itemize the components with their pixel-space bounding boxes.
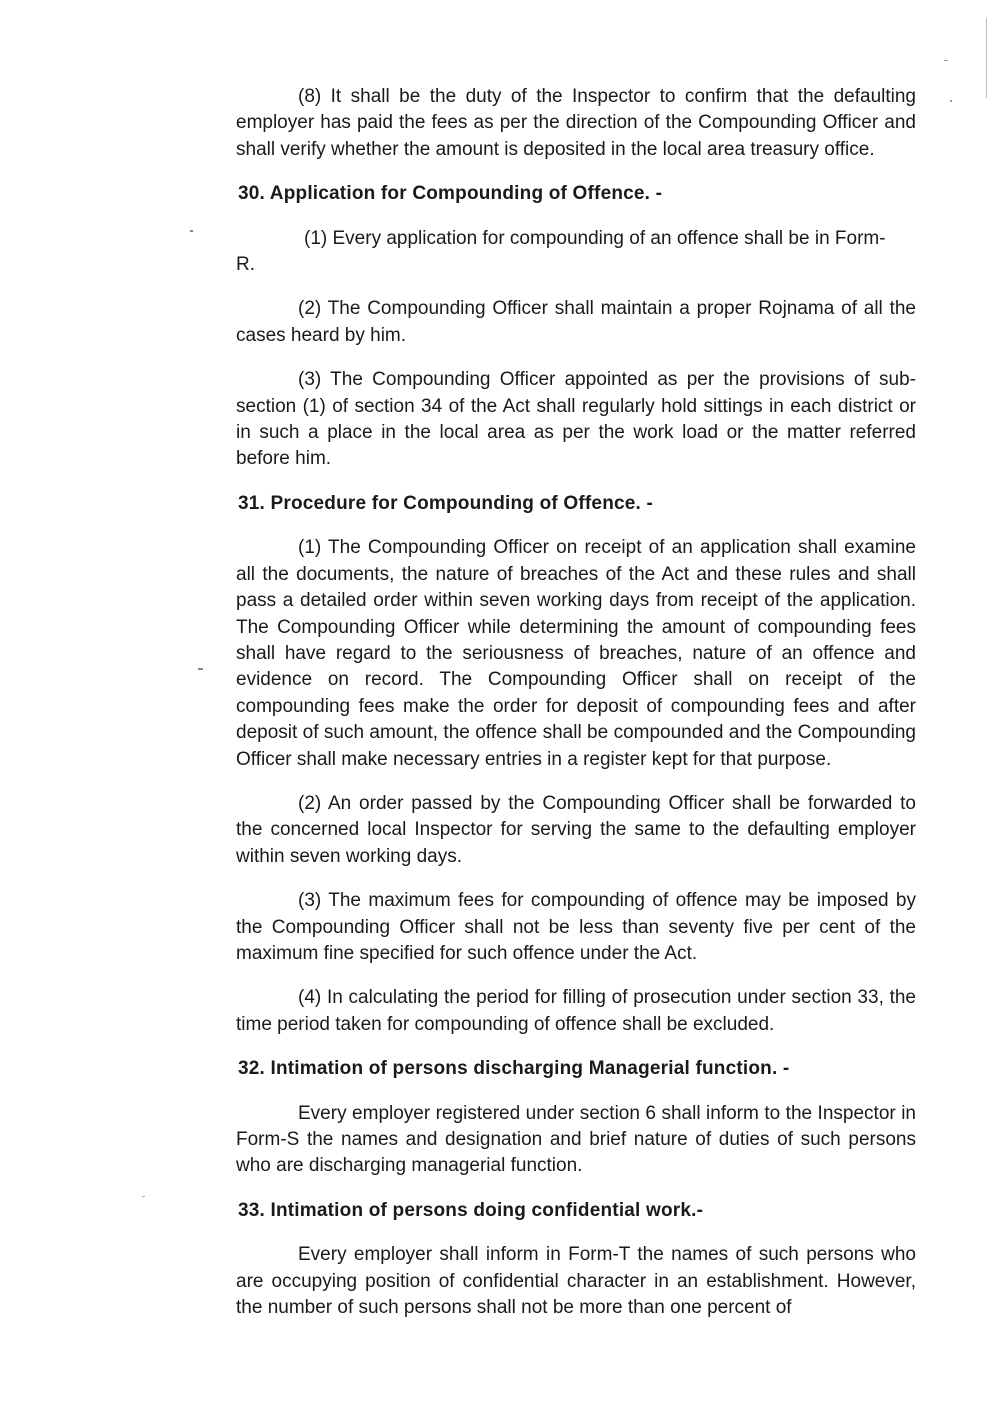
section-30-para-1-line: (1) Every application for compounding of an offence shall be in Form-: [304, 227, 886, 249]
section-33-heading: 33. Intimation of persons doing confidential work.-: [238, 1199, 704, 1221]
document-page: [236, 84, 916, 1339]
section-30-para-1-tail: R.: [236, 254, 255, 276]
section-30-heading: 30. Application for Compounding of Offence. -: [238, 183, 663, 205]
section-31-para-4: (4) In calculating the period for filling of prosecution under section 33, the time period taken for compounding of offence shall be excluded.: [236, 987, 916, 1035]
paragraph-8: (8) It shall be the duty of the Inspector to confirm that the defaulting employer has paid the fees as per the direction of the Compounding Officer and shall verify whether the amount is deposited in the local area treasury office.: [236, 86, 916, 160]
section-32-heading: 32. Intimation of persons discharging Managerial function. -: [238, 1058, 790, 1080]
section-30-para-2: (2) The Compounding Officer shall maintain a proper Rojnama of all the cases heard by him.: [236, 298, 916, 346]
section-33-para-1: Every employer shall inform in Form-T the names of such persons who are occupying position of confidential character in an establishment. However, the number of such persons shall not be more than one percent of: [236, 1244, 916, 1319]
section-30-para-1: [236, 226, 916, 279]
scan-speck: [198, 668, 203, 670]
scan-speck: [142, 1196, 145, 1197]
section-30-para-3: (3) The Compounding Officer appointed as per the provisions of sub-section (1) of section 34 of the Act shall regularly hold sittings in each district or in such a place in the local area as per the work load or the matter referred before him.: [236, 369, 916, 470]
scan-speck: [950, 100, 952, 102]
scan-speck: [190, 230, 193, 232]
section-31-para-2: (2) An order passed by the Compounding Officer shall be forwarded to the concerned local Inspector for serving the same to the defaulting employer within seven working days.: [236, 792, 916, 867]
section-32-para-1: Every employer registered under section 6 shall inform to the Inspector in Form-S the names and designation and brief nature of duties of such persons who are discharging managerial function.: [236, 1102, 916, 1177]
section-31-para-1: (1) The Compounding Officer on receipt of an application shall examine all the documents, the nature of breaches of the Act and these rules and shall pass a detailed order within seven working days from receipt of the application. The Compounding Officer while determining the amount of compounding fees shall have regard to the seriousness of breaches, nature of an offence and evidence on record. The Compounding Officer shall on receipt of the compounding fees make the order for deposit of compounding fees and after deposit of such amount, the offence shall be compounded and the Compounding Officer shall make necessary entries in a register kept for that purpose.: [236, 537, 916, 770]
section-31-heading: 31. Procedure for Compounding of Offence. -: [238, 492, 654, 514]
section-31-para-3: (3) The maximum fees for compounding of offence may be imposed by the Compounding Officer shall not be less than seventy five per cent of the maximum fine specified for such offence under the Act.: [236, 890, 916, 964]
scan-edge-line: [986, 18, 987, 98]
scan-speck: [944, 60, 948, 61]
